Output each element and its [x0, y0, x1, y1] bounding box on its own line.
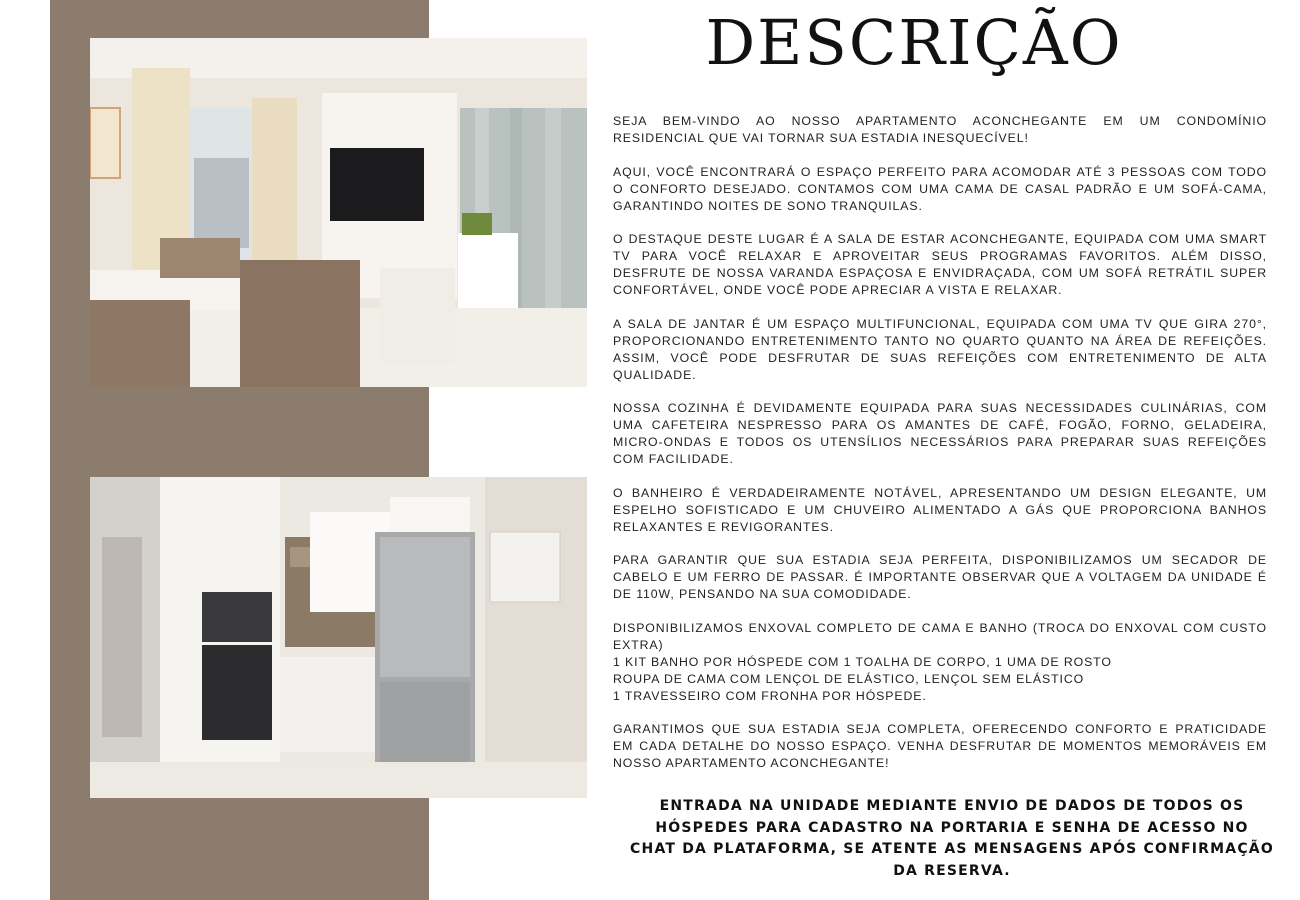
paragraph-bathroom: O BANHEIRO É VERDADEIRAMENTE NOTÁVEL, APRESENTANDO UM DESIGN ELEGANTE, UM ESPELHO SOFISTICADO E UM CHUVEIRO ALIMENTADO A GÁS QUE PROPORCIONA BANHOS RELAXANTES E REVIGORANTES. — [613, 485, 1267, 534]
living-room-photo — [90, 38, 587, 387]
linens-line: 1 KIT BANHO POR HÓSPEDE COM 1 TOALHA DE CORPO, 1 UMA DE ROSTO — [613, 654, 1112, 669]
paragraph-dining-room: A SALA DE JANTAR É UM ESPAÇO MULTIFUNCIONAL, EQUIPADA COM UMA TV QUE GIRA 270°, PROPORCIONANDO ENTRETENIMENTO TANTO NO QUARTO QUANTO NA ÁREA DE REFEIÇÕES. ASSIM, VOCÊ PODE DESFRUTAR DE SUAS REFEIÇÕES COM ENTRETENIMENTO DE ALTA QUALIDADE. — [613, 316, 1267, 382]
paragraph-kitchen: NOSSA COZINHA É DEVIDAMENTE EQUIPADA PARA SUAS NECESSIDADES CULINÁRIAS, COM UMA CAFETEIRA NESPRESSO PARA OS AMANTES DE CAFÉ, FOGÃO, FORNO, GELADEIRA, MICRO-ONDAS E TODOS OS UTENSÍLIOS NECESSÁRIOS PARA PREPARAR SUAS REFEIÇÕES COM FACILIDADE. — [613, 401, 1267, 466]
checkin-notice: ENTRADA NA UNIDADE MEDIANTE ENVIO DE DADOS DE TODOS OS HÓSPEDES PARA CADASTRO NA PORTARIA E SENHA DE ACESSO NO CHAT DA PLATAFORMA, SE ATENTE AS MENSAGENS APÓS CONFIRMAÇÃO DA RESERVA. — [630, 798, 1274, 879]
description-body — [613, 113, 1267, 789]
kitchen-photo — [90, 477, 587, 798]
linens-line: 1 TRAVESSEIRO COM FRONHA POR HÓSPEDE. — [613, 688, 927, 703]
page-title: DESCRIÇÃO — [705, 6, 1123, 79]
paragraph-closing: GARANTIMOS QUE SUA ESTADIA SEJA COMPLETA, OFERECENDO CONFORTO E PRATICIDADE EM CADA DETALHE DO NOSSO ESPAÇO. VENHA DESFRUTAR DE MOMENTOS MEMORÁVEIS EM NOSSO APARTAMENTO ACONCHEGANTE! — [613, 722, 1267, 770]
paragraph-linens — [613, 620, 1267, 705]
linens-intro: DISPONIBILIZAMOS ENXOVAL COMPLETO DE CAMA E BANHO (TROCA DO ENXOVAL COM CUSTO EXTRA) — [613, 620, 1267, 652]
linens-line: ROUPA DE CAMA COM LENÇOL DE ELÁSTICO, LENÇOL SEM ELÁSTICO — [613, 671, 1085, 686]
paragraph-amenities: PARA GARANTIR QUE SUA ESTADIA SEJA PERFEITA, DISPONIBILIZAMOS UM SECADOR DE CABELO E UM FERRO DE PASSAR. É IMPORTANTE OBSERVAR QUE A VOLTAGEM DA UNIDADE É DE 110W, PENSANDO NA SUA COMODIDADE. — [613, 553, 1267, 601]
paragraph-welcome: SEJA BEM-VINDO AO NOSSO APARTAMENTO ACONCHEGANTE EM UM CONDOMÍNIO RESIDENCIAL QUE VAI TORNAR SUA ESTADIA INESQUECÍVEL! — [613, 114, 1267, 145]
paragraph-capacity: AQUI, VOCÊ ENCONTRARÁ O ESPAÇO PERFEITO PARA ACOMODAR ATÉ 3 PESSOAS COM TODO O CONFORTO DESEJADO. CONTAMOS COM UMA CAMA DE CASAL PADRÃO E UM SOFÁ-CAMA, GARANTINDO NOITES DE SONO TRANQUILAS. — [613, 164, 1267, 213]
paragraph-living-room: O DESTAQUE DESTE LUGAR É A SALA DE ESTAR ACONCHEGANTE, EQUIPADA COM UMA SMART TV PARA VOCÊ RELAXAR E APROVEITAR SEUS PROGRAMAS FAVORITOS. ALÉM DISSO, DESFRUTE DE NOSSA VARANDA ESPAÇOSA E ENVIDRAÇADA, COM UM SOFÁ RETRÁTIL SUPER CONFORTÁVEL, ONDE VOCÊ PODE APRECIAR A VISTA E RELAXAR. — [613, 232, 1267, 297]
